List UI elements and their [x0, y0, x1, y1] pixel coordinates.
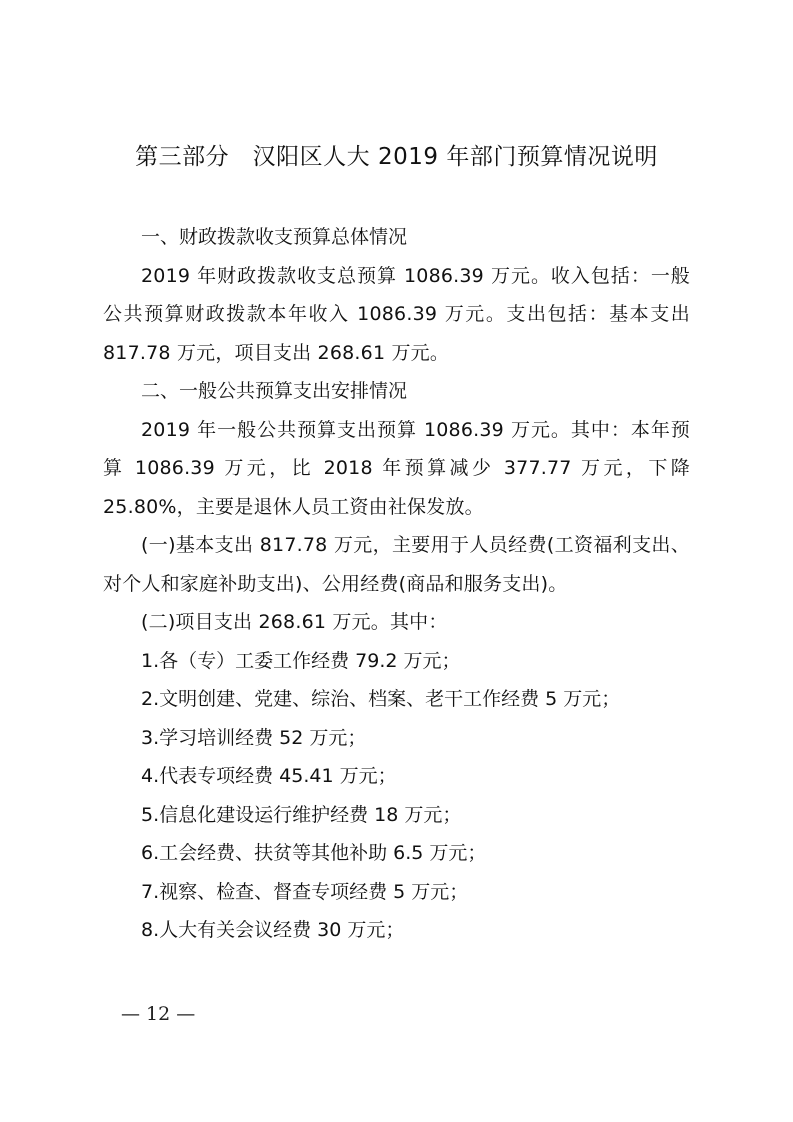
project-expense-paragraph: (二)项目支出 268.61 万元。其中：: [141, 611, 448, 633]
list-item: 3.学习培训经费 52 万元；: [141, 726, 367, 749]
list-item: 6.工会经费、扶贫等其他补助 6.5 万元；: [141, 842, 487, 864]
list-item: 7.视察、检查、督查专项经费 5 万元；: [141, 880, 469, 903]
list-item: 8.人大有关会议经费 30 万元；: [141, 919, 405, 941]
document-body: [103, 218, 690, 950]
section-paragraph-2: 2019 年一般公共预算支出预算 1086.39 万元。其中：本年预算 1086.39 万元，比 2018 年预算减少 377.77 万元，下降 25.80%，主要是退休人员工资由社保发放。: [103, 418, 690, 518]
section-paragraph-1: 2019 年财政拨款收支总预算 1086.39 万元。收入包括：一般公共预算财政拨款本年收入 1086.39 万元。支出包括：基本支出 817.78 万元，项目支出 268.61 万元。: [103, 264, 690, 364]
page-title: 第三部分 汉阳区人大 2019 年部门预算情况说明: [135, 144, 658, 170]
basic-expense-paragraph: (一)基本支出 817.78 万元，主要用于人员经费(工资福利支出、对个人和家庭补助支出)、公用经费(商品和服务支出)。: [103, 534, 690, 595]
list-item: 1.各（专）工委工作经费 79.2 万元；: [141, 649, 461, 672]
list-item: 2.文明创建、党建、综治、档案、老干工作经费 5 万元；: [141, 688, 621, 710]
list-item: 5.信息化建设运行维护经费 18 万元；: [141, 803, 462, 826]
section-heading-2: 二、一般公共预算支出安排情况: [141, 380, 408, 402]
list-item: 4.代表专项经费 45.41 万元；: [141, 765, 397, 787]
section-heading-1: 一、财政拨款收支预算总体情况: [141, 226, 408, 248]
page-number: — 12 —: [121, 1003, 196, 1025]
